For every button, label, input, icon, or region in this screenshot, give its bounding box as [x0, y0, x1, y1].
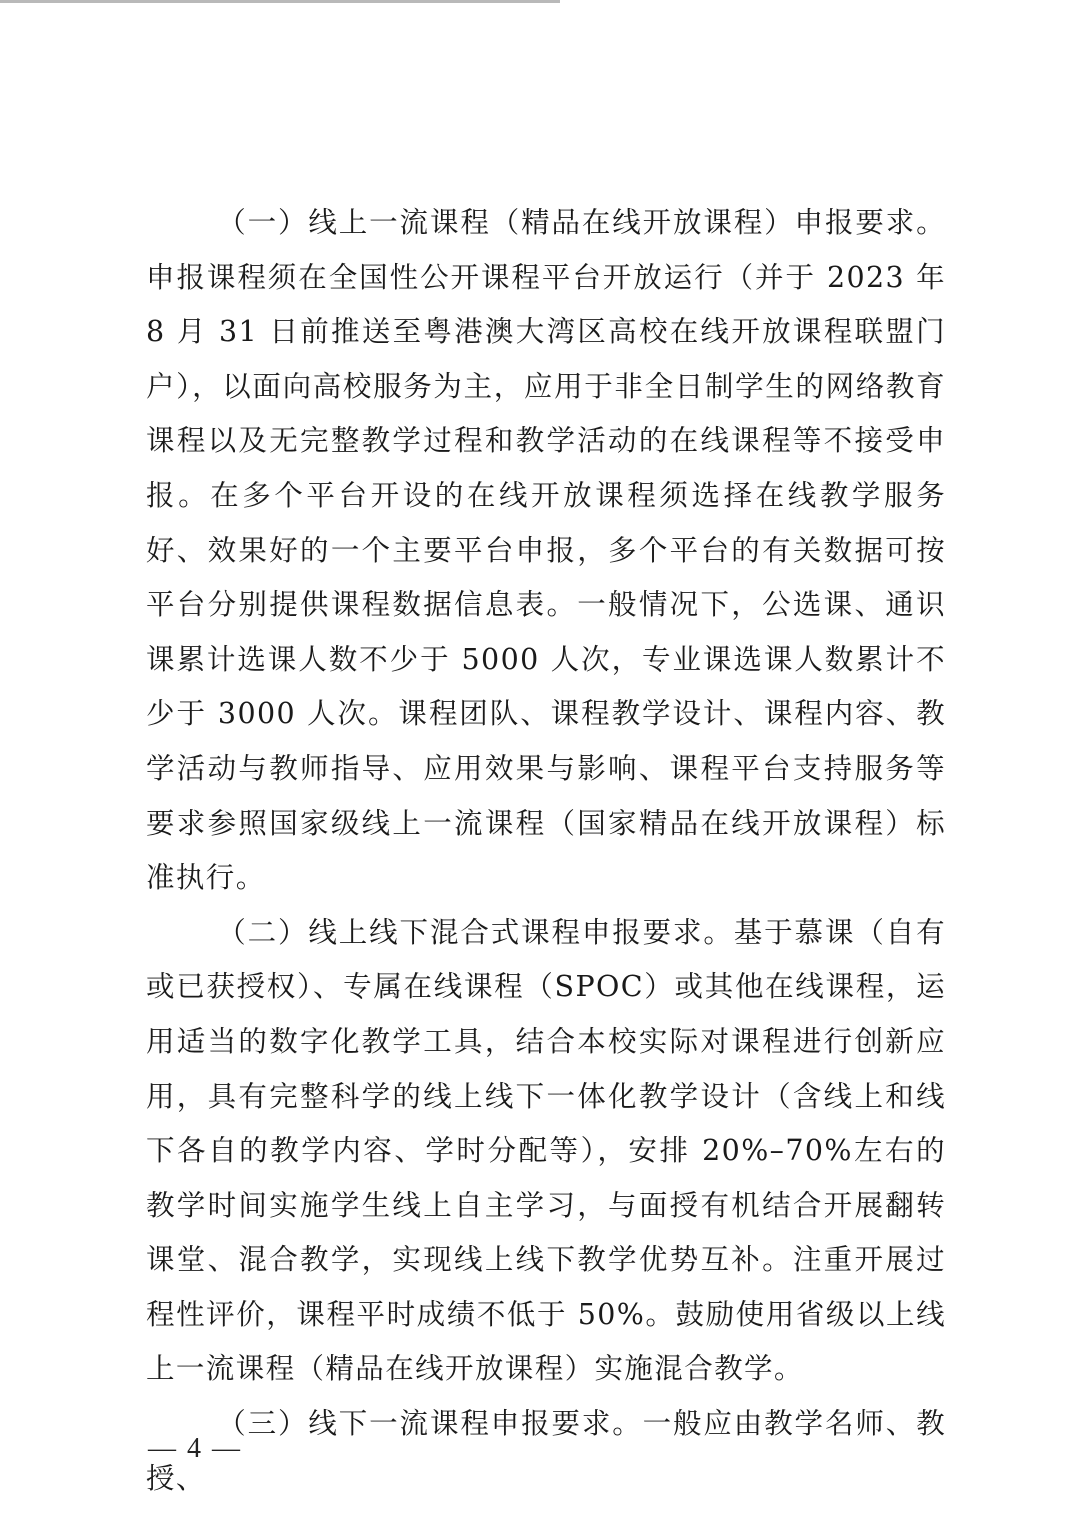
page-number: — 4 — [148, 1433, 242, 1464]
document-body [146, 196, 946, 1506]
paragraph-offline-course-requirements: （三）线下一流课程申报要求。一般应由教学名师、教授、 [146, 1407, 946, 1495]
scan-top-edge [0, 0, 560, 3]
paragraph-online-course-requirements: （一）线上一流课程（精品在线开放课程）申报要求。申报课程须在全国性公开课程平台开放运行（并于 2023 年 8 月 31 日前推送至粤港澳大湾区高校在线开放课程联盟门户），以面向高校服务为主，应用于非全日制学生的网络教育课程以及无完整教学过程和教学活动的在线课程等不接受申报。在多个平台开设的在线开放课程须选择在线教学服务好、效果好的一个主要平台申报，多个平台的有关数据可按平台分别提供课程数据信息表。一般情况下，公选课、通识课累计选课人数不少于 5000 人次，专业课选课人数累计不少于 3000 人次。课程团队、课程教学设计、课程内容、教学活动与教师指导、应用效果与影响、课程平台支持服务等要求参照国家级线上一流课程（国家精品在线开放课程）标准执行。 [146, 206, 946, 895]
paragraph-blended-course-requirements: （二）线上线下混合式课程申报要求。基于慕课（自有或已获授权）、专属在线课程（SPOC）或其他在线课程，运用适当的数字化教学工具，结合本校实际对课程进行创新应用，具有完整科学的线上线下一体化教学设计（含线上和线下各自的教学内容、学时分配等），安排 20%–70%左右的教学时间实施学生线上自主学习，与面授有机结合开展翻转课堂、混合教学，实现线上线下教学优势互补。注重开展过程性评价，课程平时成绩不低于 50%。鼓励使用省级以上线上一流课程（精品在线开放课程）实施混合教学。 [146, 915, 946, 1386]
